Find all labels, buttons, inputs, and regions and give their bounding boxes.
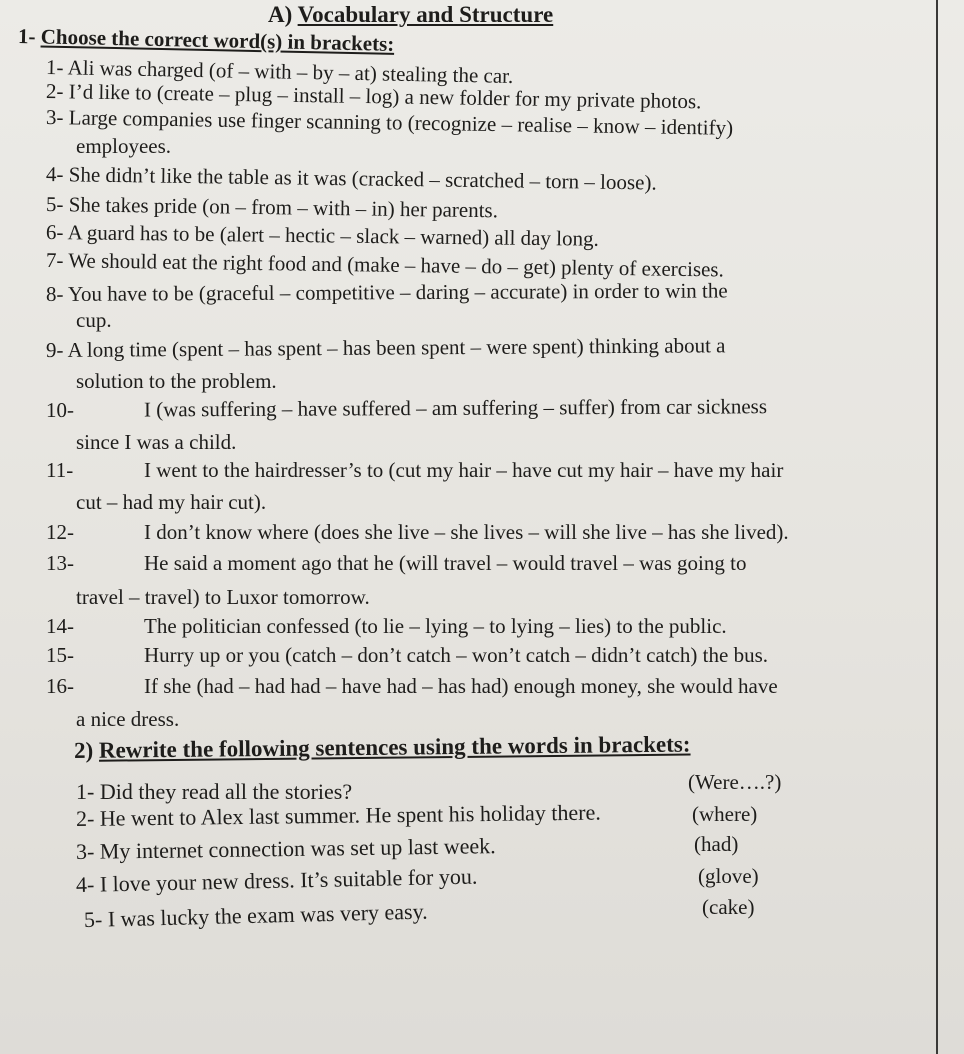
question-line: 8- You have to be (graceful – competitive – daring – accurate) in order to win the (45, 278, 728, 306)
rewrite-hint: (where) (692, 802, 758, 826)
question-continuation: employees. (76, 134, 172, 158)
question-number: 12- (46, 520, 74, 544)
page-edge-rule (936, 0, 938, 1054)
question-continuation: since I was a child. (76, 430, 237, 454)
question-line: 4- She didn’t like the table as it was (cracked – scratched – torn – loose). (45, 162, 657, 195)
rewrite-sentence: 2- He went to Alex last summer. He spent his holiday there. (75, 799, 601, 831)
rewrite-hint: (had) (694, 832, 739, 856)
question-number: 10- (45, 397, 75, 422)
section1-heading (18, 24, 395, 57)
question-continuation: solution to the problem. (76, 369, 277, 393)
rewrite-sentence: 4- I love your new dress. It’s suitable for you. (75, 863, 478, 897)
section1-number: 1- (17, 24, 36, 49)
question-text: He said a moment ago that he (will travel – would travel – was going to (144, 551, 747, 575)
question-continuation: a nice dress. (76, 707, 180, 731)
question-row (46, 614, 727, 639)
question-row (46, 520, 789, 545)
question-line: 5- She takes pride (on – from – with – in) her parents. (45, 192, 499, 223)
rewrite-sentence: 5- I was lucky the exam was very easy. (83, 898, 428, 932)
section2-heading-text: Rewrite the following sentences using the words in brackets: (98, 731, 691, 763)
question-line: 2- I’d like to (create – plug – install – log) a new folder for my private photos. (45, 79, 702, 114)
title-prefix: A) (268, 2, 293, 27)
question-line: 3- Large companies use finger scanning to (recognize – realise – know – identify) (45, 105, 734, 140)
question-number: 13- (46, 551, 74, 575)
rewrite-hint: (glove) (698, 864, 759, 888)
section1-heading-text: Choose the correct word(s) in brackets: (40, 24, 395, 56)
question-number: 11- (46, 458, 74, 482)
section2-heading (74, 732, 691, 764)
rewrite-sentence: 1- Did they read all the stories? (76, 779, 353, 804)
question-row (46, 674, 778, 699)
page-title (268, 2, 553, 28)
question-number: 15- (46, 643, 74, 667)
question-line: 1- Ali was charged (of – with – by – at) stealing the car. (45, 55, 514, 88)
question-line: 7- We should eat the right food and (make – have – do – get) plenty of exercises. (45, 248, 724, 282)
question-row (46, 458, 783, 483)
question-text: I went to the hairdresser’s to (cut my hair – have cut my hair – have my hair (144, 458, 784, 482)
question-text: The politician confessed (to lie – lying – to lying – lies) to the public. (144, 614, 727, 638)
section2-number: 2) (73, 737, 94, 763)
question-number: 14- (46, 614, 74, 638)
question-text: I (was suffering – have suffered – am suffering – suffer) from car sickness (143, 394, 768, 422)
question-line: 9- A long time (spent – has spent – has been spent – were spent) thinking about a (45, 333, 726, 362)
question-number: 16- (46, 674, 74, 698)
rewrite-hint: (cake) (702, 895, 755, 919)
title-text: Vocabulary and Structure (297, 2, 554, 27)
rewrite-hint: (Were….?) (688, 770, 782, 794)
rewrite-sentence: 3- My internet connection was set up last week. (75, 833, 496, 864)
question-continuation: cut – had my hair cut). (76, 490, 267, 514)
question-text: Hurry up or you (catch – don’t catch – won’t catch – didn’t catch) the bus. (144, 643, 768, 667)
question-row (46, 551, 746, 576)
question-text: I don’t know where (does she live – she lives – will she live – has she lived). (144, 520, 789, 544)
question-text: If she (had – had had – have had – has had) enough money, she would have (144, 674, 778, 698)
question-continuation: travel – travel) to Luxor tomorrow. (76, 585, 370, 609)
question-line: 6- A guard has to be (alert – hectic – slack – warned) all day long. (45, 220, 599, 251)
question-row (46, 643, 768, 668)
question-row (46, 394, 767, 423)
question-continuation: cup. (76, 308, 112, 332)
